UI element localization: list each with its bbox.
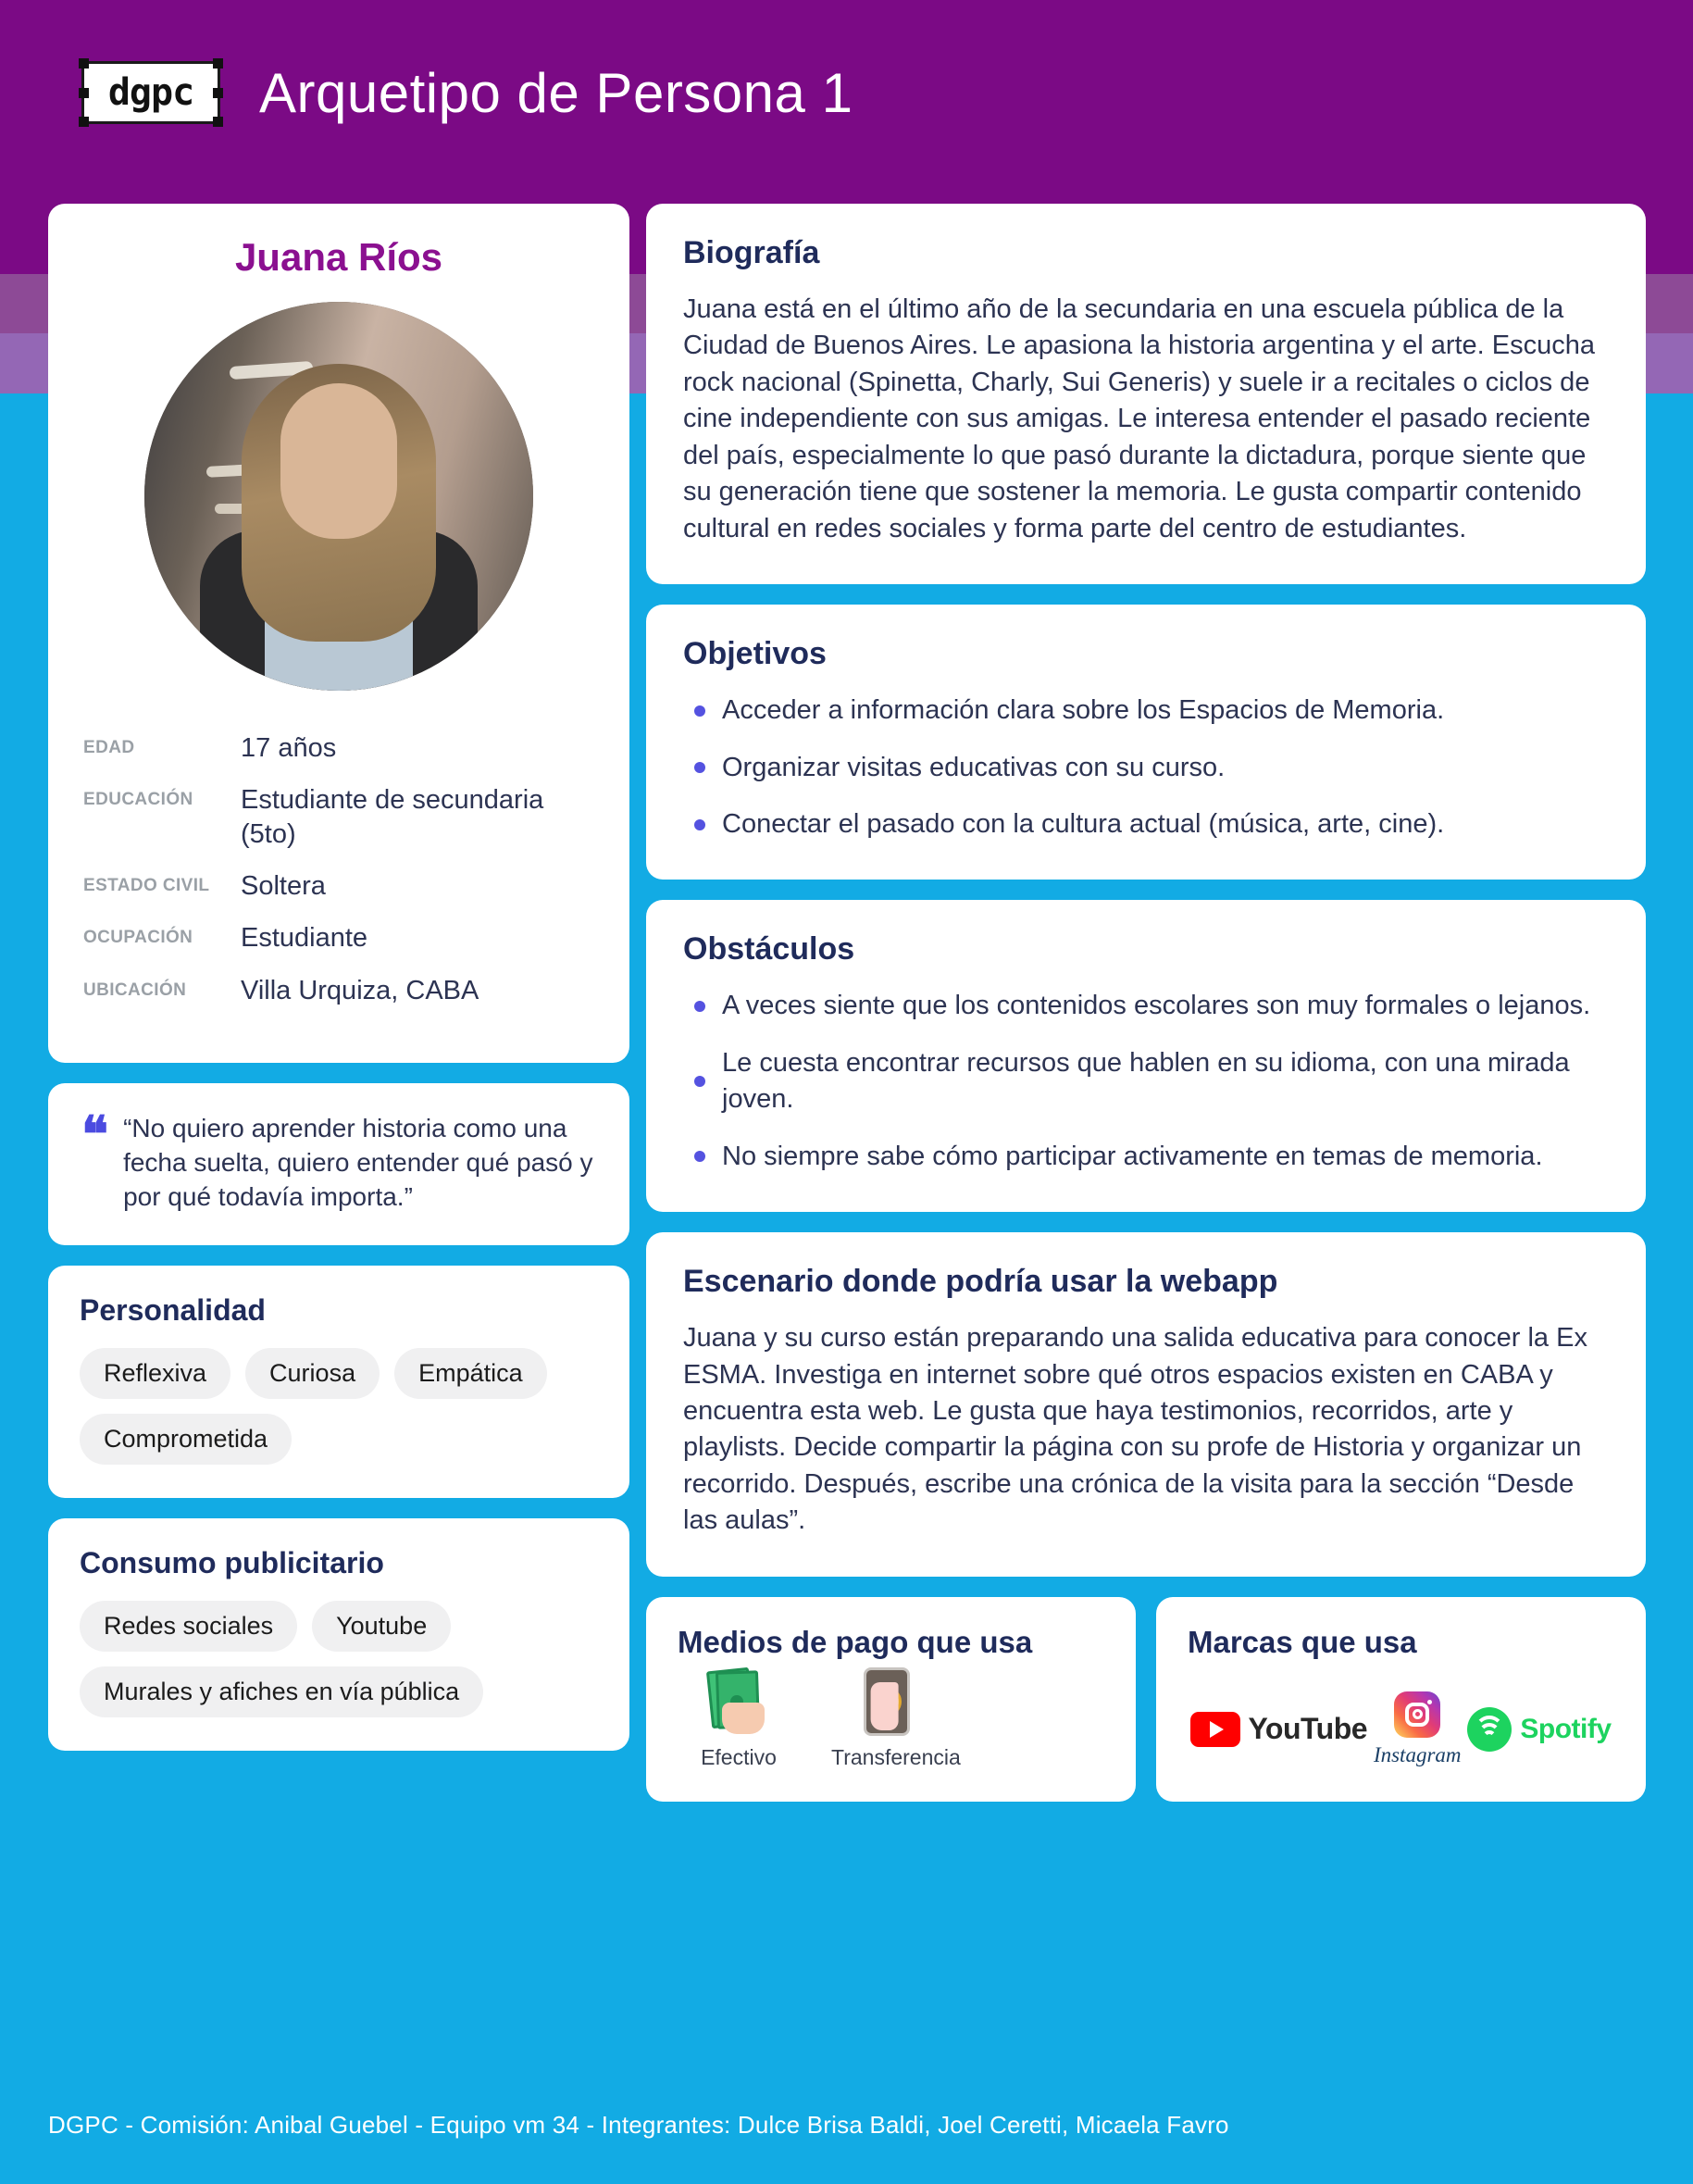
brand-item-spotify <box>1467 1707 1611 1752</box>
quote-mark-icon: ❝ <box>81 1106 109 1163</box>
payment-methods-title: Medios de pago que usa <box>678 1624 1033 1659</box>
personality-tag: Reflexiva <box>80 1348 230 1399</box>
meta-label: EDUCACIÓN <box>83 790 193 810</box>
payment-methods-card <box>646 1597 1136 1802</box>
meta-label: ESTADO CIVIL <box>83 876 210 896</box>
objective-item: Conectar el pasado con la cultura actual (música, arte, cine). <box>683 806 1609 842</box>
avatar-wrapper <box>83 302 594 691</box>
ad-consumption-tag: Murales y afiches en vía pública <box>80 1666 483 1717</box>
meta-row <box>83 974 594 1008</box>
ad-consumption-title: Consumo publicitario <box>80 1546 384 1580</box>
instagram-lens <box>1413 1709 1423 1719</box>
personality-tag-list <box>80 1348 598 1465</box>
meta-value: Soltera <box>241 871 326 902</box>
obstacles-list <box>683 988 1609 1175</box>
biography-text: Juana está en el último año de la secundaria en una escuela pública de la Ciudad de Buenos Aires. Le apasiona la historia argentina y el arte. Escucha rock nacional (Spinetta, Charly, Sui Generis) y suele ir a recitales o ciclos de cine independiente con sus amigas. Le interesa entender el pasado reciente del país, especialmente lo que pasó durante la dictadura, porque siente que su generación tiene que sostener la memoria. Le gusta compartir contenido cultural en redes sociales y forma parte del centro de estudiantes. <box>683 294 1596 543</box>
logo-corner-mark <box>213 117 223 127</box>
left-column <box>48 204 629 1771</box>
spotify-waves-icon <box>1467 1707 1512 1752</box>
instagram-flash-dot <box>1427 1700 1432 1704</box>
page-footer <box>0 2065 1693 2184</box>
avatar <box>144 302 533 691</box>
logo-corner-mark <box>79 88 89 98</box>
youtube-wordmark: YouTube <box>1248 1712 1368 1746</box>
brand-item-instagram <box>1374 1691 1462 1767</box>
quote-card <box>48 1083 629 1246</box>
payment-method-label: Transferencia <box>831 1744 961 1769</box>
play-triangle-icon <box>1210 1721 1224 1738</box>
avatar-face <box>280 383 397 539</box>
meta-value: Estudiante de secundaria (5to) <box>241 785 544 850</box>
meta-label: UBICACIÓN <box>83 980 187 1000</box>
obstacle-item: No siempre sabe cómo participar activamente en temas de memoria. <box>683 1139 1609 1175</box>
biography-card <box>646 204 1646 584</box>
spotify-logo <box>1467 1707 1611 1752</box>
cash-illustration <box>709 1669 768 1732</box>
page-title: Arquetipo de Persona 1 <box>259 61 853 124</box>
logo-corner-mark <box>79 58 89 69</box>
personality-tag: Comprometida <box>80 1414 292 1465</box>
objectives-list <box>683 693 1609 842</box>
objective-item: Organizar visitas educativas con su curso. <box>683 750 1609 786</box>
profile-card <box>48 204 629 1063</box>
meta-value: 17 años <box>241 733 337 763</box>
obstacles-title: Obstáculos <box>683 931 855 967</box>
objectives-card <box>646 605 1646 880</box>
scenario-text: Juana y su curso están preparando una salida educativa para conocer la Ex ESMA. Investiga en internet sobre qué otros espacios existen en CABA y encuentra esta web. Le gusta que haya testimonios, recorridos, arte y playlists. Decide compartir la página con su profe de Historia y organizar un recorrido. Después, escribe una crónica de la visita para la sección “Desde las aulas”. <box>683 1323 1587 1536</box>
footer-credits: DGPC - Comisión: Anibal Guebel - Equipo vm 34 - Integrantes: Dulce Brisa Baldi, Joel Ceretti, Micaela Favro <box>48 2110 1229 2139</box>
objective-item: Acceder a información clara sobre los Espacios de Memoria. <box>683 693 1609 729</box>
payment-method-item <box>683 1666 794 1770</box>
brands-list <box>1188 1666 1614 1767</box>
payment-methods-list <box>678 1666 1104 1770</box>
meta-label: OCUPACIÓN <box>83 928 193 948</box>
right-column <box>646 204 1646 1802</box>
instagram-ring <box>1405 1703 1429 1727</box>
ad-consumption-tag: Redes sociales <box>80 1601 297 1652</box>
brands-title: Marcas que usa <box>1188 1624 1417 1659</box>
obstacles-card <box>646 900 1646 1212</box>
hand-shape <box>722 1703 765 1734</box>
meta-value: Estudiante <box>241 923 368 954</box>
bottom-row <box>646 1597 1646 1802</box>
quote-text: “No quiero aprender historia como una fecha suelta, quiero entender qué pasó y por qué todavía importa.” <box>123 1113 593 1212</box>
meta-row <box>83 869 594 904</box>
obstacle-item: Le cuesta encontrar recursos que hablen en su idioma, con una mirada joven. <box>683 1045 1609 1118</box>
brand-item-youtube <box>1190 1712 1367 1747</box>
meta-row <box>83 921 594 955</box>
youtube-play-icon <box>1190 1712 1240 1747</box>
logo-corner-mark <box>213 88 223 98</box>
personality-card <box>48 1266 629 1498</box>
biography-title: Biografía <box>683 235 820 270</box>
page-header <box>0 0 1693 185</box>
spotify-wave <box>1483 1730 1497 1744</box>
personality-tag: Empática <box>394 1348 547 1399</box>
persona-name: Juana Ríos <box>234 235 443 279</box>
logo-wordmark: dgpc <box>107 71 194 114</box>
scenario-title: Escenario donde podría usar la webapp <box>683 1264 1278 1300</box>
logo-corner-mark <box>79 117 89 127</box>
instagram-camera-icon <box>1394 1691 1440 1738</box>
ad-consumption-tag: Youtube <box>312 1601 451 1652</box>
meta-row <box>83 731 594 766</box>
meta-row <box>83 783 594 852</box>
profile-meta-list <box>83 731 594 1008</box>
ad-consumption-tag-list <box>80 1601 598 1717</box>
meta-label: EDAD <box>83 738 135 757</box>
personality-title: Personalidad <box>80 1293 266 1328</box>
cash-banknotes-icon <box>683 1666 794 1740</box>
youtube-logo <box>1190 1712 1367 1747</box>
ad-consumption-card <box>48 1518 629 1751</box>
meta-value: Villa Urquiza, CABA <box>241 975 479 1005</box>
instagram-wordmark: Instagram <box>1373 1742 1462 1766</box>
spotify-wordmark: Spotify <box>1520 1713 1612 1744</box>
payment-method-label: Efectivo <box>701 1744 777 1769</box>
objectives-title: Objetivos <box>683 636 827 672</box>
scenario-card <box>646 1232 1646 1577</box>
obstacle-item: A veces siente que los contenidos escolares son muy formales o lejanos. <box>683 988 1609 1024</box>
logo-corner-mark <box>213 58 223 69</box>
phone-money-transfer-icon <box>831 1666 942 1740</box>
payment-method-item <box>831 1666 961 1770</box>
brands-card <box>1156 1597 1646 1802</box>
personality-tag: Curiosa <box>245 1348 380 1399</box>
hand-shape <box>871 1682 899 1730</box>
dgpc-logo <box>81 61 220 124</box>
